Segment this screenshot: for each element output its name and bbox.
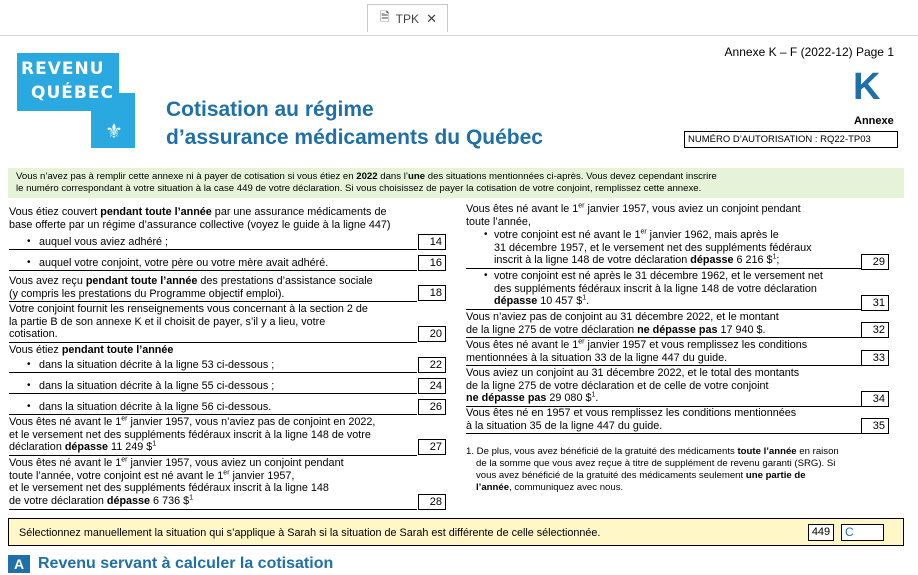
tab-bar (0, 0, 918, 36)
situation-28-row: Vous êtes né avant le 1er janvier 1957, vous aviez un conjoint pendant toute l’année, votre conjoint est né avant le 1er janvier 1957, et le versement net des suppléments fédéraux inscrit à la ligne 148 de votre déclaration dépasse 6 736 \$$^1$ (9, 457, 417, 510)
revenu-quebec-logo (17, 53, 135, 148)
line-31-box[interactable]: 31 (861, 295, 889, 311)
situation-selection-bar (8, 518, 904, 546)
line-29-box[interactable]: 29 (861, 254, 889, 270)
situation-35-row: Vous êtes né en 1957 et vous remplissez les conditions mentionnées à la situation 35 de la ligne 447 du guide. (466, 407, 861, 434)
logo-text-2: QUÉBEC (31, 83, 114, 103)
selection-label: Sélectionnez manuellement la situation qui s’applique à Sarah si la situation de Sarah est différente de celle sélectionnée. (19, 527, 601, 539)
situation-29-row: • votre conjoint est né avant le 1er janvier 1962, mais après le 31 décembre 1957, et le versement net des suppléments fédéraux inscrit à la ligne 148 de votre déclaration dépasse 6 216 \$$^1$; (466, 229, 861, 269)
logo-text-1: REVENU (21, 59, 105, 79)
line-16-box[interactable]: 16 (418, 255, 446, 271)
line-32-box[interactable]: 32 (861, 322, 889, 338)
line-18-box[interactable]: 18 (418, 285, 446, 301)
footnote: 1. De plus, vous avez bénéficié de la gratuité des médicaments toute l’année en raison de la somme que vous avez reçue à titre de supplément de revenu garanti (SRG). Si vous avez bénéficié de la gratuité des médicaments seulement une partie de l’année, communiquez avec nous. (466, 446, 839, 493)
situation-18-row: Vous avez reçu pendant toute l’année des prestations d’assistance sociale (y compris les prestations du Programme objectif emploi). (9, 275, 417, 302)
situation-24-row: • dans la situation décrite à la ligne 55 ci-dessous ; (9, 380, 417, 394)
situation-16-row: • auquel votre conjoint, votre père ou votre mère avait adhéré. (9, 257, 417, 271)
situation-449-input[interactable]: C (841, 524, 884, 541)
annex-label: Annexe (854, 115, 894, 127)
line-14-box[interactable]: 14 (418, 234, 446, 250)
situation-22-row: • dans la situation décrite à la ligne 53 ci-dessous ; (9, 359, 417, 373)
line-34-box[interactable]: 34 (861, 391, 889, 407)
fleur-de-lis-icon: ⚜ (105, 121, 123, 143)
line-449-label: 449 (808, 524, 834, 541)
line-22-box[interactable]: 22 (418, 357, 446, 373)
situation-group-insurance: Vous étiez couvert pendant toute l’année par une assurance médicaments de base offerte par un régime d’assurance collective (voyez le guide à la ligne 447) (9, 206, 391, 231)
section-title: Revenu servant à calculer la cotisation (38, 555, 334, 572)
situation-27-row: Vous êtes né avant le 1er janvier 1957, vous n’aviez pas de conjoint en 2022, et le versement net des suppléments fédéraux inscrit à la ligne 148 de votre déclaration dépasse 11 249 \$$^1$ (9, 416, 417, 456)
annex-reference: Annexe K – F (2022-12) Page 1 (724, 45, 894, 59)
authorization-number: NUMÉRO D’AUTORISATION : RQ22-TP03 (684, 131, 898, 148)
close-icon[interactable]: ✕ (426, 10, 437, 26)
situation-20-row: Votre conjoint fournit les renseignements vous concernant à la section 2 de la partie B de son annexe K et il choisit de payer, s’il y a lieu, votre cotisation. (9, 303, 417, 343)
situation-33-row: Vous êtes né avant le 1er janvier 1957 et vous remplissez les conditions mentionnées à la situation 33 de la ligne 447 du guide. (466, 339, 861, 366)
situation-32-row: Vous n’aviez pas de conjoint au 31 décembre 2022, et le montant de la ligne 275 de votre déclaration ne dépasse pas 17 940 $. (466, 311, 861, 338)
annex-letter: K (853, 66, 881, 108)
document-icon: 🗎 (380, 10, 390, 24)
tab-label: TPK (395, 11, 419, 26)
line-27-box[interactable]: 27 (418, 439, 446, 455)
line-33-box[interactable]: 33 (861, 350, 889, 366)
line-35-box[interactable]: 35 (861, 418, 889, 434)
situation-26-row: • dans la situation décrite à la ligne 56 ci-dessous. (9, 401, 417, 415)
instructions-notice: Vous n’avez pas à remplir cette annexe ni à payer de cotisation si vous étiez en 2022 dans l’une des situations mentionnées ci-après. Vous devez cependant inscrire le numéro correspondant à votre situation à la case 449 de votre déclaration. Si vous choisissez de payer la cotisation de votre conjoint, remplissez cette annexe. (8, 168, 904, 198)
situation-14-row: • auquel vous aviez adhéré ; (9, 236, 417, 250)
line-26-box[interactable]: 26 (418, 399, 446, 415)
line-24-box[interactable]: 24 (418, 378, 446, 394)
situation-31-row: • votre conjoint est né après le 31 décembre 1962, et le versement net des suppléments fédéraux inscrit à la ligne 148 de votre déclaration dépasse 10 457 \$$^1$. (466, 270, 861, 310)
page-title: Cotisation au régime d’assurance médicaments du Québec (166, 98, 543, 149)
tab-tpk[interactable] (367, 4, 448, 32)
situation-all-year-heading: Vous étiez pendant toute l’année (9, 344, 174, 356)
situation-34-row: Vous aviez un conjoint au 31 décembre 2022, et le total des montants de la ligne 275 de votre déclaration et de celle de votre conjoint ne dépasse pas 29 080 \$$^1$. (466, 367, 861, 407)
line-20-box[interactable]: 20 (418, 326, 446, 342)
right-heading: Vous êtes né avant le 1er janvier 1957, vous aviez un conjoint pendant toute l’année, (466, 202, 801, 228)
section-a-header (8, 554, 333, 574)
section-letter: A (8, 555, 30, 573)
line-28-box[interactable]: 28 (418, 494, 446, 510)
